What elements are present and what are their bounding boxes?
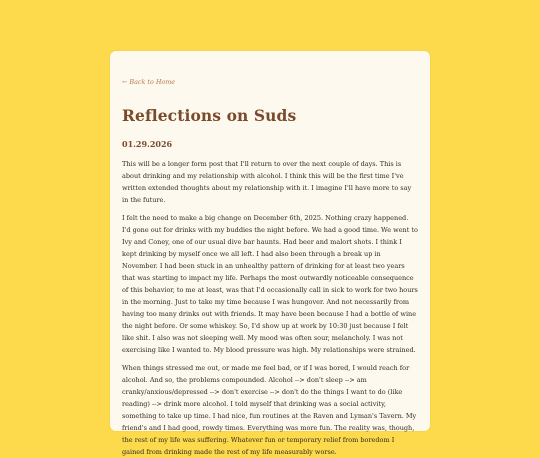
post-title: Reflections on Suds xyxy=(122,106,297,125)
post-date: 01.29.2026 xyxy=(122,139,173,149)
post-paragraph: This will be a longer form post that I'll return to over the next couple of days. This is about drinking and my relationship with alcohol. I think this will be the first time I've written extended thoughts about my relationship with it. I imagine I'll have more to say in the future. xyxy=(122,160,412,204)
back-to-home-link[interactable]: ← Back to Home xyxy=(122,78,176,86)
post-paragraph: When things stressed me out, or made me feel bad, or if I was bored, I would reach for alcohol. And so, the problems compounded. Alcohol --> don't sleep --> am cranky/anxious/depressed --> don't exercise --> don't do the things I want to do (like reading) --> drink more alcohol. I told myself that drinking was a social activity, something to take up time. I had nice, fun routines at the Raven and Lyman's Tavern. My friend's and I had good, rowdy times. Everything was more fun. The reality was, though, the rest of my life was suffering. Whatever fun or temporary relief from boredom I gained from drinking made the rest of my life measurably worse. xyxy=(122,364,417,456)
post-body xyxy=(122,158,418,458)
post-paragraph: I felt the need to make a big change on December 6th, 2025. Nothing crazy happened. I'd gone out for drinks with my buddies the night before. We had a good time. We went to Ivy and Coney, one of our usual dive bar haunts. Had beer and malort shots. I think I kept drinking by myself once we all left. I had also been through a break up in November. I had been stuck in an unhealthy pattern of drinking for at least two years that was starting to impact my life. Perhaps the most outwardly noticeable consequence of this behavior, to me at least, was that I'd occasionally call in sick to work for two hours in the morning. Just to take my time because I was hungover. And not necessarily from having too many drinks out with friends. It may have been because I had a bottle of wine the night before. Or some whiskey. So, I'd show up at work by 10:30 just because I felt like shit. I also was not sleeping well. My mood was often sour, melancholy. I was not exercising like I wanted to. My blood pressure was high. My relationships were strained. xyxy=(122,214,418,354)
post-card xyxy=(110,51,430,456)
